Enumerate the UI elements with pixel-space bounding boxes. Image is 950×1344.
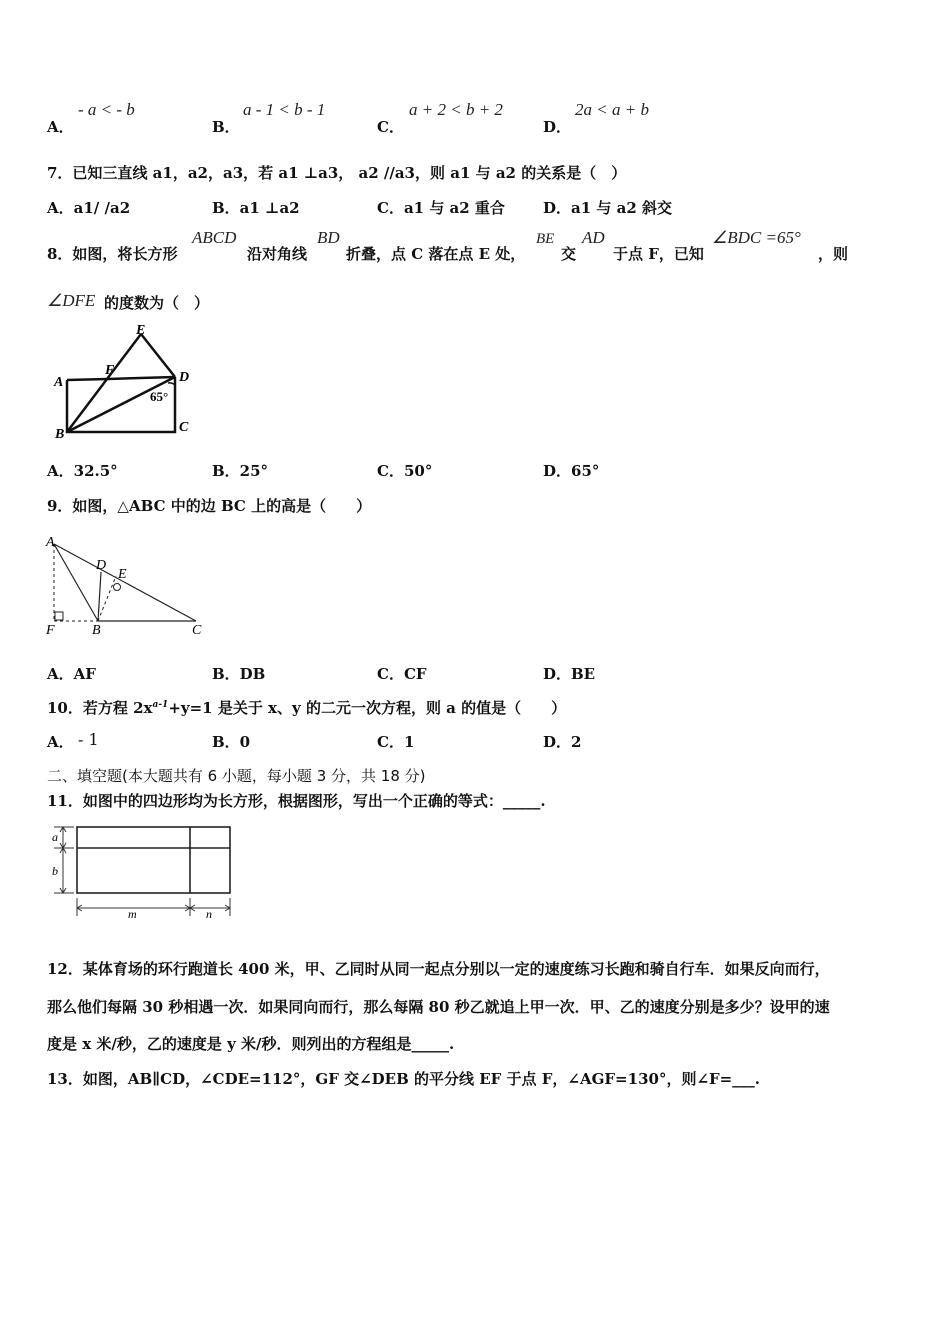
q8-fig-label-b: B (55, 427, 65, 442)
q9-option-d: D．BE (543, 665, 596, 683)
q9-option-a: A．AF (47, 665, 96, 683)
q10-text-1: 10．若方程 2x (47, 699, 153, 717)
q8-fig-label-a: A (54, 375, 64, 390)
q6-option-d-expr: 2a < a + b (575, 100, 649, 119)
q8-math-ad: AD (582, 228, 605, 247)
section-2-heading: 二、填空题(本大题共有 6 小题，每小题 3 分，共 18 分) (47, 767, 426, 785)
q9-option-c: C．CF (377, 665, 427, 683)
q7-stem: 7．已知三直线 a1，a2，a3，若 a1 ⊥a3， a2 //a3，则 a1 与 a2 的关系是（ ） (47, 164, 627, 182)
q11-stem: 11．如图中的四边形均为长方形，根据图形，写出一个正确的等式：_____. (47, 792, 546, 810)
q11-fig-label-m: m (128, 907, 137, 921)
q8-math-abcd: ABCD (192, 228, 237, 247)
q8-text-1: 8．如图，将长方形 (47, 245, 178, 263)
q8-text-6: ，则 (818, 245, 849, 263)
q8-math-angle-bdc: ∠BDC =65° (712, 228, 801, 247)
q13-stem: 13．如图，AB∥CD，∠CDE=112°，GF 交∠DEB 的平分线 EF 于点 F，∠AGF=130°，则∠F=___. (47, 1070, 760, 1088)
q9-stem: 9．如图，△ABC 中的边 BC 上的高是（ ） (47, 497, 372, 515)
q10-option-a-label: A． (47, 733, 74, 751)
q6-option-b-label: B． (212, 118, 240, 136)
q6-option-c-expr: a + 2 < b + 2 (409, 100, 503, 119)
q10-option-a-value: - 1 (78, 730, 99, 749)
q10-option-b: B．0 (212, 733, 251, 751)
q8-figure (50, 322, 200, 442)
q11-fig-label-b: b (52, 864, 58, 878)
q7-option-a: A．a1/ /a2 (47, 199, 131, 217)
q8-math-bd: BD (317, 228, 340, 247)
q6-option-b-expr: a - 1 < b - 1 (243, 100, 326, 119)
q6-option-c-label: C． (377, 118, 404, 136)
q8-text-4: 交 (561, 245, 577, 263)
q10-option-c: C．1 (377, 733, 415, 751)
q8-fig-label-c: C (179, 420, 189, 435)
q9-figure (44, 530, 214, 642)
q9-fig-label-b: B (92, 623, 101, 638)
q7-option-c: C．a1 与 a2 重合 (377, 199, 505, 217)
q8-fig-angle-65: 65° (150, 389, 169, 404)
q7-option-d: D．a1 与 a2 斜交 (543, 199, 672, 217)
q12-line-3: 度是 x 米/秒，乙的速度是 y 米/秒．则列出的方程组是_____. (47, 1035, 455, 1053)
q8-math-be: BE (536, 231, 555, 247)
q8-option-d: D．65° (543, 462, 600, 480)
q8-text-3: 折叠，点 C 落在点 E 处， (346, 245, 526, 263)
q8-text-5: 于点 F，已知 (613, 245, 704, 263)
q9-fig-label-d: D (96, 558, 107, 573)
q8-fig-label-e: E (136, 323, 146, 338)
q9-fig-label-a: A (46, 535, 55, 550)
q7-option-b: B．a1 ⊥a2 (212, 199, 300, 217)
q10-text-2: +y=1 是关于 x、y 的二元一次方程，则 a 的值是（ ） (168, 699, 567, 717)
q10-exponent: a-1 (152, 700, 169, 710)
q8-math-angle-dfe: ∠DFE (47, 291, 96, 310)
q10-option-d: D．2 (543, 733, 582, 751)
q8-option-a: A．32.5° (47, 462, 118, 480)
q9-fig-label-c: C (192, 623, 202, 638)
q12-line-2: 那么他们每隔 30 秒相遇一次．如果同向而行，那么每隔 80 秒乙就追上甲一次．甲、乙的速度分别是多少？设甲的速 (47, 998, 830, 1016)
q8-text-7: 的度数为（ ） (104, 294, 210, 312)
q6-option-a-expr: - a < - b (78, 100, 135, 119)
q9-option-b: B．DB (212, 665, 266, 683)
q9-fig-label-f: F (46, 623, 55, 638)
q10-stem (47, 697, 566, 718)
q11-fig-label-a: a (52, 830, 58, 844)
q12-line-1: 12．某体育场的环行跑道长 400 米，甲、乙同时从同一起点分别以一定的速度练习长跑和骑自行车．如果反向而行， (47, 960, 830, 978)
q11-figure (44, 822, 236, 922)
q8-fig-label-f: F (105, 363, 115, 378)
q8-fig-label-d: D (179, 370, 190, 385)
q6-option-a-label: A． (47, 118, 74, 136)
q9-fig-label-e: E (118, 567, 127, 582)
q11-fig-label-n: n (206, 907, 212, 921)
q8-option-c: C．50° (377, 462, 433, 480)
q6-option-d-label: D． (543, 118, 572, 136)
q8-option-b: B．25° (212, 462, 269, 480)
q8-text-2: 沿对角线 (247, 245, 308, 263)
